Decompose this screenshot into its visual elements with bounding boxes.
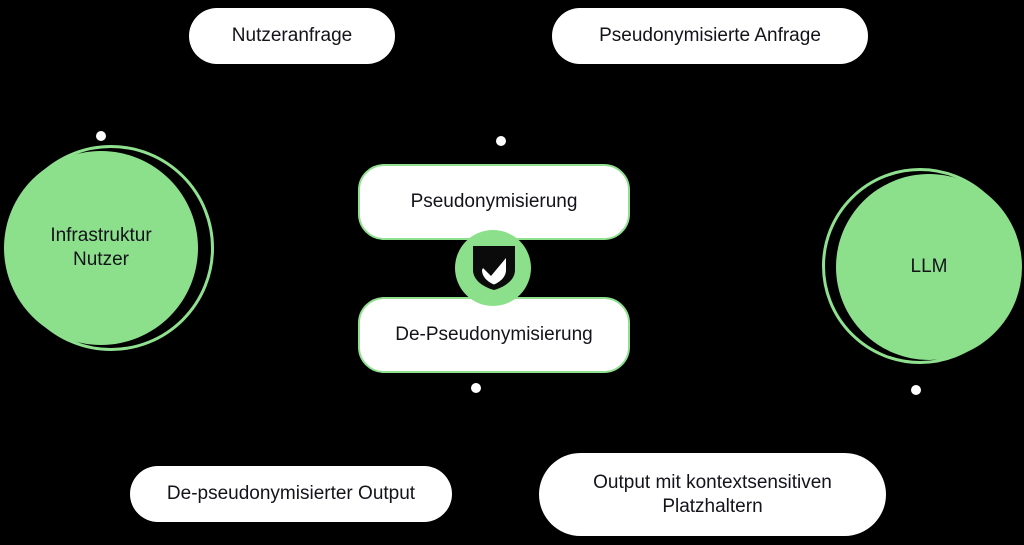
label-user-request: Nutzeranfrage xyxy=(189,8,395,64)
connector-dot-top-left xyxy=(96,131,106,141)
node-user-label-line2: Nutzer xyxy=(73,249,129,270)
shield-check-glyph xyxy=(473,246,515,290)
connector-dot-bottom-middle xyxy=(471,383,481,393)
node-user-disc xyxy=(4,151,198,345)
connector-dot-top-middle xyxy=(496,136,506,146)
node-user-label xyxy=(50,224,151,272)
node-infrastruktur-nutzer xyxy=(8,145,214,351)
process-de-pseudonymisierung: De-Pseudonymisierung xyxy=(358,297,630,373)
node-llm-disc: LLM xyxy=(836,174,1022,360)
label-context-output-text xyxy=(593,471,832,517)
label-context-output-line1: Output mit kontextsensitiven xyxy=(593,472,832,494)
node-llm xyxy=(822,168,1018,364)
node-user-label-line1: Infrastruktur xyxy=(50,225,152,247)
label-context-output xyxy=(539,453,886,536)
label-pseudonymized-request: Pseudonymisierte Anfrage xyxy=(552,8,868,64)
shield-check-icon xyxy=(455,230,531,306)
label-depseudonymized-output: De-pseudonymisierter Output xyxy=(130,466,452,522)
process-pseudonymisierung: Pseudonymisierung xyxy=(358,164,630,240)
connector-dot-bottom-right xyxy=(911,385,921,395)
label-context-output-line2: Platzhaltern xyxy=(662,495,763,517)
